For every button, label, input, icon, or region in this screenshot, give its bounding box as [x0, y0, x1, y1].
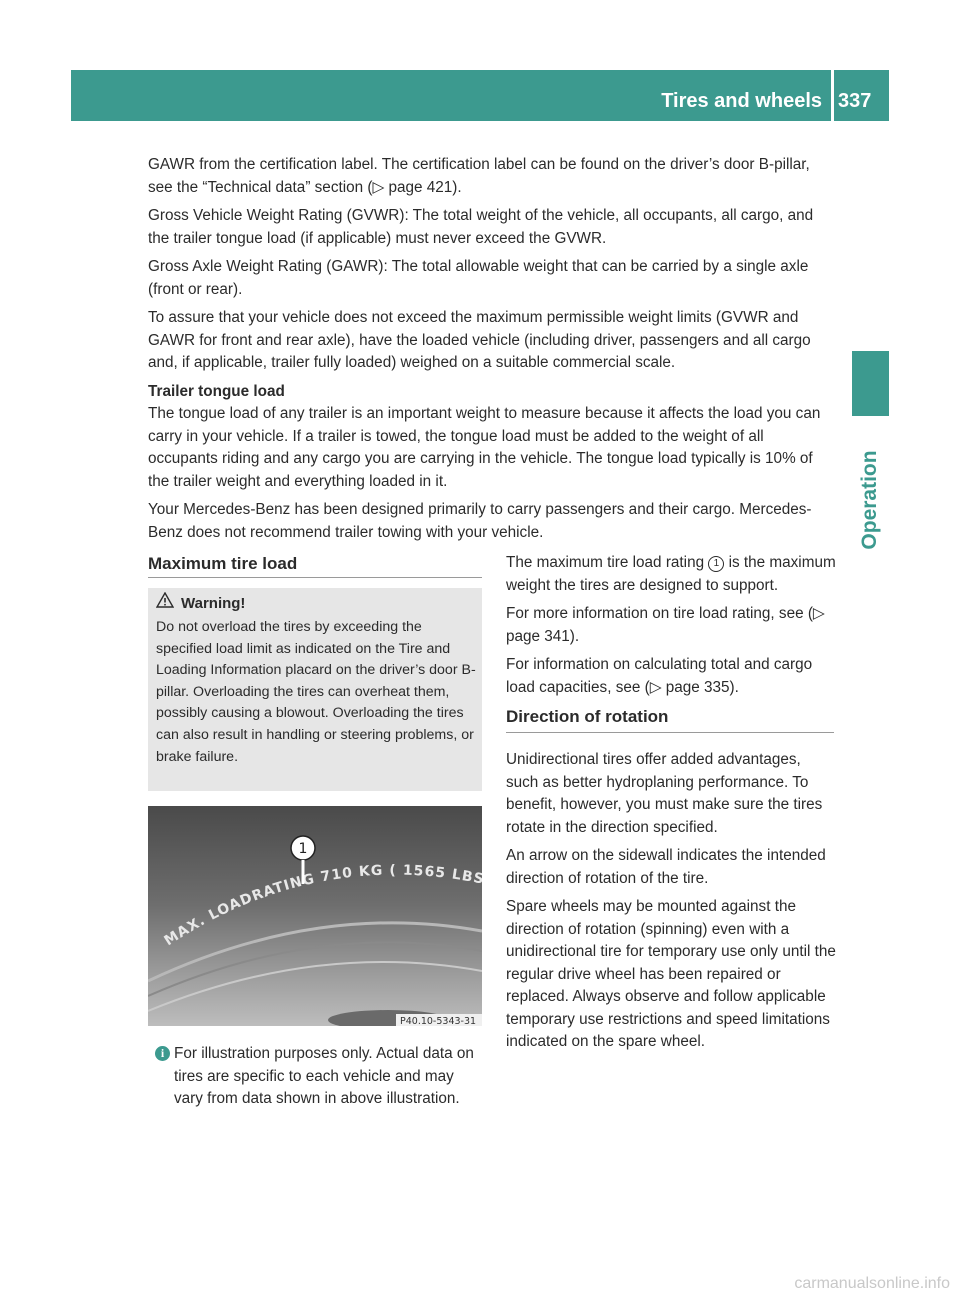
sidewall-text: MAX. LOADRATING 710 KG ( 1565 LB	[161, 862, 475, 950]
right-column	[506, 552, 836, 1060]
section-rule	[506, 732, 834, 733]
paragraph: Spare wheels may be mounted against the direction of rotation (spinning) even with a unidirectional tire for temporary use only until the regular drive wheel has been repaired or replaced. Always observe and follow applicable temporary use restrictions and speed limitations indicated on the spare wheel.	[506, 898, 836, 1050]
paragraph: For information on calculating total and cargo load capacities, see (▷ page 335).	[506, 656, 813, 696]
trailer-heading: Trailer tongue load	[148, 382, 285, 400]
section-title-direction-of-rotation: Direction of rotation	[506, 707, 669, 726]
tire-sidewall-figure	[148, 806, 482, 1026]
section-rule	[148, 577, 482, 578]
side-tab-label	[850, 420, 890, 580]
warning-title: Warning!	[181, 595, 246, 612]
section-title-max-tire-load: Maximum tire load	[148, 554, 298, 573]
header-separator	[831, 70, 834, 121]
paragraph: The tongue load of any trailer is an important weight to measure because it affects the load you can carry in your vehicle. If a trailer is towed, the tongue load must be added to the weight of all occupants riding and any cargo you are carrying in the vehicle. The tongue load typically is 10% of the trailer weight and everything loaded in it.	[148, 405, 821, 490]
paragraph	[506, 552, 836, 597]
paragraph: To assure that your vehicle does not exceed the maximum permissible weight limits (GVWR and GAWR for front and rear axle), have the loaded vehicle (including driver, passengers and all cargo and, if applicable, trailer fully loaded) weighed on a suitable commercial scale.	[148, 309, 811, 371]
paragraph: Your Mercedes-Benz has been designed primarily to carry passengers and their cargo. Mercedes-Benz does not recommend trailer towing with your vehicle.	[148, 501, 812, 541]
paragraph: For more information on tire load rating, see (▷ page 341).	[506, 605, 825, 645]
chapter-title: Tires and wheels	[661, 90, 822, 112]
intro-section	[148, 154, 834, 550]
callout-1-icon: 1	[708, 556, 724, 572]
side-tab-text: Operation	[858, 450, 881, 550]
paragraph: Gross Vehicle Weight Rating (GVWR): The total weight of the vehicle, all occupants, all cargo, and the trailer tongue load (if applicable) must never exceed the GVWR.	[148, 207, 814, 247]
warning-triangle-icon	[156, 592, 174, 614]
figure-code: P40.10-5343-31	[400, 1016, 477, 1026]
info-icon: i	[155, 1046, 170, 1061]
watermark: carmanualsonline.info	[794, 1275, 950, 1292]
warning-header	[156, 592, 245, 614]
warning-text: Do not overload the tires by exceeding the specified load limit as indicated on the Tire and Loading Information placard on the driver’s door B-pillar. Overloading the tires can overheat them, possibly causing a blowout. Overloading the tires can also result in handling or steering problems, or brake failure.	[156, 619, 476, 765]
paragraph-part: The maximum tire load rating	[506, 554, 705, 571]
figure-callout: 1	[298, 841, 308, 857]
side-tab-marker	[852, 351, 889, 416]
paragraph: Unidirectional tires offer added advantages, such as better hydroplaning performance. To benefit, however, you must make sure the tires rotate in the direction specified.	[506, 751, 823, 836]
warning-box	[148, 588, 482, 791]
paragraph-part: is the maximum weight the tires are designed to support.	[506, 554, 836, 594]
info-text: For illustration purposes only. Actual data on tires are specific to each vehicle and may vary from data shown in above illustration.	[174, 1045, 474, 1107]
page-number: 337	[838, 90, 872, 112]
paragraph: An arrow on the sidewall indicates the intended direction of rotation of the tire.	[506, 847, 826, 887]
paragraph: GAWR from the certification label. The certification label can be found on the driver’s door B-pillar, see the “Technical data” section (▷ page 421).	[148, 156, 810, 196]
paragraph: Gross Axle Weight Rating (GAWR): The total allowable weight that can be carried by a single axle (front or rear).	[148, 258, 809, 298]
